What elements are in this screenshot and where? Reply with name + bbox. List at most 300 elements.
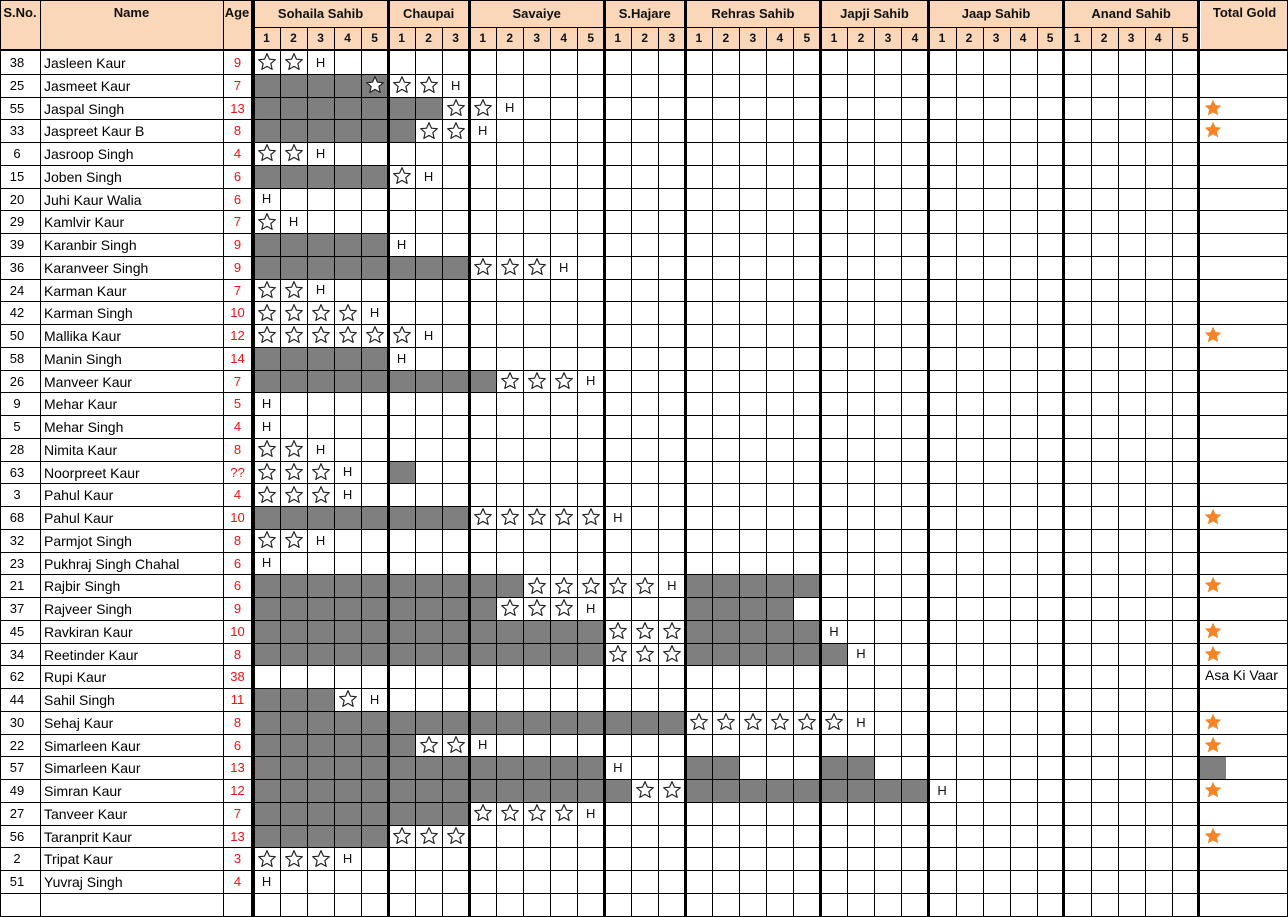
star-icon (523, 802, 550, 825)
sno-cell: 34 (9, 646, 25, 662)
completed-cell (712, 643, 739, 666)
name-cell: Karanbir Singh (44, 237, 137, 253)
age-cell: 9 (233, 601, 242, 616)
grid-line (0, 370, 1288, 371)
h-marker: H (288, 214, 299, 230)
grid-line (0, 916, 1288, 917)
table-row (0, 347, 1288, 370)
section-header: Japji Sahib (820, 0, 928, 27)
grid-line (0, 461, 1288, 462)
grid-line (0, 119, 1288, 120)
sno-cell: 29 (9, 214, 25, 230)
grid-line (0, 392, 1288, 393)
table-row (0, 461, 1288, 484)
verse-number: 5 (793, 27, 820, 49)
star-icon (280, 529, 307, 552)
grid-line (0, 734, 1288, 735)
star-icon (469, 97, 496, 120)
grid-line (712, 27, 713, 916)
header-age (223, 0, 251, 50)
verse-number: 4 (901, 27, 928, 49)
grid-line (0, 324, 1288, 325)
completed-cell (712, 574, 739, 597)
verse-number: 1 (929, 27, 956, 49)
header-name-label: Name (113, 5, 150, 20)
star-icon (253, 142, 280, 165)
verse-number: 2 (496, 27, 523, 49)
completed-cell (847, 756, 874, 779)
sno-cell: 51 (9, 874, 25, 889)
name-cell: Jasmeet Kaur (44, 77, 131, 94)
completed-cell (712, 620, 739, 643)
table-row (0, 370, 1288, 393)
sno-cell: 56 (9, 828, 25, 844)
h-marker: H (937, 782, 947, 798)
grid-line (819, 0, 822, 916)
grid-line (847, 27, 848, 916)
table-row (0, 279, 1288, 302)
grid-line (0, 620, 1288, 621)
grid-line (468, 0, 471, 916)
completed-cell (739, 620, 766, 643)
h-marker: H (396, 350, 407, 366)
age-cell: 9 (233, 259, 242, 275)
star-icon (253, 51, 280, 74)
star-icon (469, 256, 496, 279)
table-row (0, 74, 1288, 97)
age-cell: 10 (230, 510, 245, 525)
grid-line (1010, 27, 1011, 916)
completed-cell (793, 620, 820, 643)
grid-line (0, 279, 1288, 280)
table-row (0, 893, 1288, 916)
table-row (0, 756, 1288, 779)
verse-number: 3 (523, 27, 550, 49)
completed-cell (874, 779, 901, 802)
verse-number: 4 (1010, 27, 1037, 49)
age-cell: 7 (233, 282, 242, 298)
grid-line (387, 0, 390, 916)
star-icon (577, 574, 604, 597)
grid-line (901, 27, 902, 916)
star-icon (631, 779, 658, 802)
star-icon (523, 370, 550, 393)
grid-line (496, 27, 497, 916)
name-cell: Tanveer Kaur (44, 805, 128, 822)
star-icon (496, 256, 523, 279)
completed-cell (685, 620, 712, 643)
h-marker: H (261, 191, 272, 207)
grid-line (415, 27, 416, 916)
h-marker: H (667, 578, 677, 594)
star-icon (712, 711, 739, 734)
grid-line (0, 74, 1288, 75)
section-header: Savaiye (469, 0, 604, 27)
header-name (40, 0, 223, 50)
star-icon (658, 779, 685, 802)
star-icon (658, 620, 685, 643)
star-icon (415, 119, 442, 142)
completed-cell (685, 574, 712, 597)
grid-line (253, 27, 1199, 28)
total-gold-note: Asa Ki Vaar (1205, 667, 1278, 684)
star-icon (334, 301, 361, 324)
verse-number: 5 (1172, 27, 1199, 49)
age-cell: 14 (230, 350, 245, 366)
section-header: Sohaila Sahib (253, 0, 388, 27)
star-icon (523, 256, 550, 279)
table-row (0, 415, 1288, 438)
header-sno (0, 0, 40, 50)
verse-number: 3 (874, 27, 901, 49)
verse-number: 3 (442, 27, 469, 49)
sno-cell: 37 (9, 601, 25, 616)
star-icon (469, 802, 496, 825)
table-row (0, 552, 1288, 575)
star-icon (631, 620, 658, 643)
table-row (0, 392, 1288, 415)
completed-bar (253, 165, 388, 188)
table-row (0, 188, 1288, 211)
completed-bar (253, 597, 496, 620)
sno-cell: 5 (13, 419, 21, 434)
grid-line (0, 688, 1288, 689)
sno-cell: 24 (9, 282, 25, 298)
star-icon (280, 324, 307, 347)
grid-line (0, 97, 1288, 98)
age-cell: 13 (230, 828, 245, 844)
table-row (0, 597, 1288, 620)
completed-cell (847, 779, 874, 802)
grid-line (252, 0, 255, 916)
age-cell: 8 (233, 646, 242, 662)
verse-number: 4 (1145, 27, 1172, 49)
star-icon (253, 529, 280, 552)
verse-number: 4 (550, 27, 577, 49)
grid-line (0, 256, 1288, 257)
h-marker: H (261, 418, 272, 434)
star-icon (253, 324, 280, 347)
grid-line (1118, 27, 1119, 916)
table-row (0, 210, 1288, 233)
sno-cell: 25 (9, 77, 25, 93)
section-header: Chaupai (388, 0, 469, 27)
h-marker: H (613, 760, 623, 776)
star-icon (550, 370, 577, 393)
star-icon (496, 506, 523, 529)
star-icon (388, 825, 415, 848)
sno-cell: 6 (13, 146, 21, 161)
star-icon (415, 734, 442, 757)
star-icon (307, 461, 334, 484)
age-cell: 10 (230, 623, 245, 639)
grid-line (0, 233, 1288, 234)
completed-cell (901, 779, 928, 802)
star-icon (361, 324, 388, 347)
completed-cell (793, 574, 820, 597)
star-icon (361, 74, 388, 97)
name-cell: Kamlvir Kaur (44, 214, 125, 231)
age-cell: 5 (233, 396, 242, 412)
age-cell: 6 (233, 555, 242, 571)
grid-line (40, 0, 41, 916)
table-row (0, 802, 1288, 825)
grid-line (0, 0, 1, 916)
star-icon (631, 574, 658, 597)
sno-cell: 20 (9, 191, 25, 207)
age-cell: 12 (230, 328, 245, 343)
age-cell: 6 (233, 578, 242, 594)
h-marker: H (369, 691, 380, 707)
table-row (0, 233, 1288, 256)
completed-bar (253, 370, 496, 393)
sno-cell: 28 (9, 441, 25, 457)
completed-cell (739, 597, 766, 620)
star-icon (469, 506, 496, 529)
grid-line (0, 506, 1288, 507)
grid-line (1172, 27, 1173, 916)
completed-cell (1199, 756, 1226, 779)
completed-bar (253, 825, 388, 848)
h-marker: H (477, 737, 488, 753)
name-cell: Jasroop Singh (44, 146, 134, 162)
sno-cell: 32 (9, 532, 25, 548)
section-header: Rehras Sahib (685, 0, 820, 27)
h-marker: H (829, 623, 839, 639)
verse-number: 2 (631, 27, 658, 49)
grid-line (631, 27, 632, 916)
completed-cell (766, 620, 793, 643)
h-marker: H (315, 145, 326, 161)
star-icon (604, 620, 631, 643)
h-marker: H (856, 714, 866, 730)
table-row (0, 142, 1288, 165)
age-cell: 13 (230, 760, 245, 776)
name-cell: Mehar Kaur (44, 396, 118, 413)
table-row (0, 529, 1288, 552)
completed-bar (253, 620, 604, 643)
star-icon (280, 301, 307, 324)
grid-line (577, 27, 578, 916)
completed-bar (253, 688, 334, 711)
star-icon (496, 370, 523, 393)
name-cell: Karman Singh (44, 305, 133, 322)
star-icon (550, 597, 577, 620)
h-marker: H (559, 259, 569, 275)
table-row (0, 324, 1288, 347)
grid-line (1145, 27, 1146, 916)
grid-line (927, 0, 930, 916)
name-cell: Manveer Kaur (44, 373, 132, 390)
name-cell: Rupi Kaur (44, 669, 107, 686)
age-cell: 4 (233, 146, 242, 161)
sno-cell: 58 (9, 350, 25, 366)
verse-number: 1 (820, 27, 847, 49)
h-marker: H (342, 851, 353, 867)
sno-cell: 3 (13, 487, 21, 503)
table-row (0, 256, 1288, 279)
age-cell: 11 (230, 692, 245, 707)
grid-line (658, 27, 659, 916)
star-icon (415, 825, 442, 848)
table-row (0, 438, 1288, 461)
completed-cell (766, 643, 793, 666)
verse-number: 5 (577, 27, 604, 49)
table-row (0, 165, 1288, 188)
star-icon (253, 301, 280, 324)
age-cell: 9 (233, 237, 242, 252)
grid-line (0, 597, 1288, 598)
age-cell: 4 (233, 487, 242, 503)
name-cell: Simran Kaur (44, 783, 122, 799)
h-marker: H (396, 236, 407, 252)
verse-number: 2 (1091, 27, 1118, 49)
star-icon (739, 711, 766, 734)
completed-cell (739, 779, 766, 802)
h-marker: H (586, 805, 596, 821)
completed-cell (820, 756, 847, 779)
grid-line (0, 893, 1288, 894)
age-cell: 6 (233, 737, 242, 753)
grid-line (0, 802, 1288, 803)
star-icon (523, 574, 550, 597)
grid-line (0, 529, 1288, 530)
verse-number: 1 (253, 27, 280, 49)
completed-bar (253, 233, 388, 256)
header-total-gold (1201, 0, 1288, 50)
star-icon (253, 210, 280, 233)
sno-cell: 68 (9, 510, 25, 525)
name-cell: Jasleen Kaur (44, 55, 126, 71)
star-icon (577, 506, 604, 529)
grid-line (523, 27, 524, 916)
completed-cell (388, 461, 415, 484)
verse-number: 2 (847, 27, 874, 49)
name-cell: Rajbir Singh (44, 578, 121, 595)
h-marker: H (613, 509, 623, 525)
grid-line (684, 0, 687, 916)
age-cell: 13 (230, 100, 245, 116)
grid-line (0, 0, 1288, 1)
verse-number: 3 (739, 27, 766, 49)
name-cell: Pahul Kaur (44, 487, 114, 504)
name-cell: Yuvraj Singh (44, 874, 123, 890)
verse-number: 2 (415, 27, 442, 49)
sno-cell: 22 (9, 737, 25, 753)
star-icon (253, 279, 280, 302)
verse-number: 3 (658, 27, 685, 49)
table-row (0, 97, 1288, 120)
grid-line (0, 756, 1288, 757)
grid-line (280, 27, 281, 916)
sno-cell: 63 (9, 464, 25, 480)
grid-line (0, 49, 1288, 51)
h-marker: H (261, 873, 272, 889)
verse-number: 1 (469, 27, 496, 49)
verse-number: 1 (1064, 27, 1091, 49)
star-icon (442, 119, 469, 142)
sno-cell: 15 (9, 168, 25, 184)
h-marker: H (423, 327, 434, 343)
age-cell: 9 (233, 55, 242, 70)
star-icon (307, 847, 334, 870)
age-cell: ?? (230, 464, 245, 480)
completed-bar (253, 756, 604, 779)
name-cell: Simarleen Kaur (44, 737, 141, 754)
star-icon (658, 643, 685, 666)
star-icon (280, 51, 307, 74)
completed-cell (739, 643, 766, 666)
name-cell: Joben Singh (44, 168, 122, 185)
star-icon (685, 711, 712, 734)
name-cell: Rajveer Singh (44, 601, 132, 617)
completed-cell (685, 597, 712, 620)
grid-line (0, 438, 1288, 439)
table-row (0, 847, 1288, 870)
h-marker: H (450, 77, 461, 93)
h-marker: H (315, 282, 326, 298)
header-age-label: Age (224, 5, 250, 20)
sno-cell: 2 (13, 851, 21, 867)
table-row (0, 301, 1288, 324)
age-cell: 7 (233, 77, 242, 93)
star-icon (280, 142, 307, 165)
sno-cell: 45 (9, 623, 25, 639)
grid-line (983, 27, 984, 916)
grid-line (0, 870, 1288, 871)
age-cell: 8 (233, 441, 242, 457)
grid-line (0, 301, 1288, 302)
grid-line (0, 711, 1288, 712)
grid-line (1037, 27, 1038, 916)
header-total-gold-label: Total Gold (1212, 5, 1277, 20)
verse-number: 2 (280, 27, 307, 49)
grid-line (0, 665, 1288, 666)
grid-line (307, 27, 308, 916)
age-cell: 12 (230, 783, 245, 798)
grid-line (0, 552, 1288, 553)
grid-line (442, 27, 443, 916)
verse-number: 4 (334, 27, 361, 49)
table-row (0, 51, 1288, 74)
verse-number: 5 (1037, 27, 1064, 49)
star-icon (334, 324, 361, 347)
header-sno-label: S.No. (3, 5, 37, 20)
star-icon (388, 74, 415, 97)
grid-line (0, 165, 1288, 166)
table-row (0, 711, 1288, 734)
completed-cell (712, 597, 739, 620)
h-marker: H (315, 532, 326, 548)
h-marker: H (342, 464, 353, 480)
age-cell: 38 (230, 669, 245, 685)
grid-line (1091, 27, 1092, 916)
name-cell: Sehaj Kaur (44, 714, 114, 731)
sno-cell: 42 (9, 305, 25, 321)
age-cell: 4 (233, 874, 242, 889)
sno-cell: 44 (9, 692, 25, 707)
completed-cell (712, 756, 739, 779)
grid-line (0, 188, 1288, 189)
grid-line (766, 27, 767, 916)
h-marker: H (315, 441, 326, 457)
grid-line (874, 27, 875, 916)
table-row (0, 119, 1288, 142)
age-cell: 6 (233, 168, 242, 184)
verse-number: 4 (766, 27, 793, 49)
completed-bar (253, 643, 604, 666)
star-icon (388, 324, 415, 347)
